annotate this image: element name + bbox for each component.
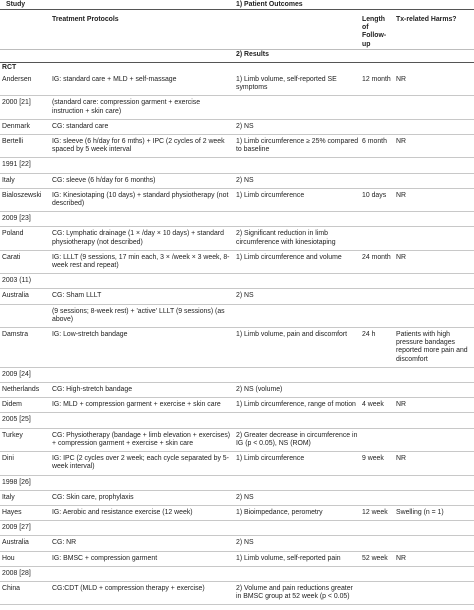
cell-protocol: IG: sleeve (6 h/day for 6 mths) + IPC (2 cycles of 2 week spaced by 5 week interval	[52, 135, 236, 158]
cell-protocol	[52, 413, 236, 428]
table-row	[0, 250, 474, 273]
cell-study: Dini	[0, 452, 52, 475]
cell-outcome	[236, 367, 362, 382]
cell-protocol	[52, 212, 236, 227]
cell-follow	[362, 227, 396, 250]
table-row	[0, 328, 474, 368]
table-row	[0, 73, 474, 96]
cell-protocol: IG: LLLT (9 sessions, 17 min each, 3 × /week × 3 week, 8-week rest and repeat)	[52, 250, 236, 273]
cell-harms	[396, 536, 474, 551]
cell-study: China	[0, 581, 52, 604]
cell-harms: NR	[396, 452, 474, 475]
cell-follow	[362, 158, 396, 173]
cell-outcome: 1) Limb circumference	[236, 452, 362, 475]
cell-harms: NR	[396, 73, 474, 96]
cell-follow	[362, 212, 396, 227]
cell-protocol: IG: Kinesiotaping (10 days) + standard physiotherapy (not described)	[52, 188, 236, 211]
cell-harms: NR	[396, 250, 474, 273]
cell-study	[0, 304, 52, 327]
cell-outcome	[236, 413, 362, 428]
cell-follow	[362, 274, 396, 289]
cell-follow	[362, 304, 396, 327]
cell-study: Didem	[0, 398, 52, 413]
table-row	[0, 158, 474, 173]
cell-outcome: 1) Limb volume, self-reported SE symptoms	[236, 73, 362, 96]
cell-outcome: 2) NS	[236, 173, 362, 188]
cell-protocol: CG: Physiotherapy (bandage + limb elevation + exercises) + compression garment + exercise + skin care	[52, 428, 236, 451]
header-study: Study	[6, 1, 26, 8]
cell-harms	[396, 383, 474, 398]
cell-protocol: IG: BMSC + compression garment	[52, 551, 236, 566]
cell-follow: 4 week	[362, 398, 396, 413]
table-row	[0, 289, 474, 304]
table-body	[0, 73, 474, 610]
header-tx-related-harms: Tx-related Harms?	[396, 16, 457, 23]
cell-harms	[396, 521, 474, 536]
cell-study: Australia	[0, 536, 52, 551]
cell-outcome: 1) Limb circumference ≥ 25% compared to baseline	[236, 135, 362, 158]
cell-harms	[396, 212, 474, 227]
cell-protocol	[52, 158, 236, 173]
cell-harms	[396, 428, 474, 451]
cell-protocol: IG: Aerobic and resistance exercise (12 week)	[52, 505, 236, 520]
cell-follow: 24 h	[362, 328, 396, 368]
cell-outcome: 2) NS (volume)	[236, 383, 362, 398]
cell-follow: 9 week	[362, 452, 396, 475]
cell-study: 2003 (11)	[0, 274, 52, 289]
cell-protocol	[52, 367, 236, 382]
cell-follow	[362, 428, 396, 451]
section-label: RCT	[2, 64, 17, 71]
cell-harms: NR	[396, 398, 474, 413]
cell-harms	[396, 227, 474, 250]
cell-protocol: IG: standard care + MLD + self-massage	[52, 73, 236, 96]
cell-follow: 52 week	[362, 551, 396, 566]
cell-harms	[396, 581, 474, 604]
cell-follow	[362, 475, 396, 490]
cell-protocol: CG: Sham LLLT	[52, 289, 236, 304]
table-row	[0, 119, 474, 134]
cell-follow	[362, 383, 396, 398]
cell-harms: Swelling (n = 1)	[396, 505, 474, 520]
cell-harms: NR	[396, 188, 474, 211]
cell-follow	[362, 566, 396, 581]
table-row	[0, 490, 474, 505]
cell-outcome: 2) Significant reduction in limb circumference with kinesiotaping	[236, 227, 362, 250]
cell-study: Turkey	[0, 428, 52, 451]
cell-harms	[396, 96, 474, 119]
header-length-of-follow-up: Length of Follow-up	[362, 16, 387, 48]
cell-harms: NR	[396, 135, 474, 158]
cell-outcome: 1) Bioimpedance, perometry	[236, 505, 362, 520]
cell-outcome	[236, 304, 362, 327]
cell-study: 2009 [24]	[0, 367, 52, 382]
cell-follow: 10 days	[362, 188, 396, 211]
cell-outcome	[236, 274, 362, 289]
cell-harms	[396, 490, 474, 505]
cell-protocol	[52, 475, 236, 490]
cell-harms	[396, 566, 474, 581]
cell-study: Australia	[0, 289, 52, 304]
table-row	[0, 96, 474, 119]
table-row	[0, 274, 474, 289]
cell-outcome	[236, 212, 362, 227]
cell-outcome: 2) NS	[236, 289, 362, 304]
table-row	[0, 367, 474, 382]
cell-follow: 12 week	[362, 505, 396, 520]
cell-protocol: CG: standard care	[52, 119, 236, 134]
cell-follow	[362, 96, 396, 119]
cell-follow	[362, 490, 396, 505]
cell-follow	[362, 119, 396, 134]
results-table	[0, 73, 474, 605]
cell-protocol: CG: NR	[52, 536, 236, 551]
cell-outcome	[236, 96, 362, 119]
cell-protocol: IG: IPC (2 cycles over 2 week; each cycle separated by 5-week interval)	[52, 452, 236, 475]
cell-protocol: CG:CDT (MLD + compression therapy + exercise)	[52, 581, 236, 604]
cell-study: Bertelli	[0, 135, 52, 158]
cell-study: 2005 [25]	[0, 413, 52, 428]
cell-protocol: IG: Low-stretch bandage	[52, 328, 236, 368]
cell-follow: 12 month	[362, 73, 396, 96]
cell-protocol	[52, 566, 236, 581]
cell-outcome: 2) NS	[236, 536, 362, 551]
table-row	[0, 566, 474, 581]
cell-harms	[396, 274, 474, 289]
table-row	[0, 383, 474, 398]
cell-follow	[362, 289, 396, 304]
table-row	[0, 428, 474, 451]
cell-protocol: (standard care: compression garment + exercise instruction + skin care)	[52, 96, 236, 119]
cell-study: Hayes	[0, 505, 52, 520]
table-row	[0, 475, 474, 490]
cell-follow	[362, 521, 396, 536]
cell-study: Italy	[0, 173, 52, 188]
table-row	[0, 413, 474, 428]
cell-protocol	[52, 521, 236, 536]
table-row	[0, 581, 474, 604]
cell-protocol	[52, 274, 236, 289]
cell-follow: 6 month	[362, 135, 396, 158]
cell-harms	[396, 119, 474, 134]
cell-follow	[362, 367, 396, 382]
header-rule-top	[0, 9, 474, 10]
cell-outcome	[236, 158, 362, 173]
header-treatment-protocols: Treatment Protocols	[52, 16, 119, 23]
cell-study: Denmark	[0, 119, 52, 134]
cell-protocol: CG: sleeve (6 h/day for 6 months)	[52, 173, 236, 188]
cell-harms: Patients with high pressure bandages reported more pain and discomfort	[396, 328, 474, 368]
table-row	[0, 135, 474, 158]
cell-study: 2008 [28]	[0, 566, 52, 581]
cell-harms	[396, 413, 474, 428]
cell-study: Bialoszewski	[0, 188, 52, 211]
cell-harms	[396, 289, 474, 304]
cell-outcome	[236, 521, 362, 536]
cell-study: Poland	[0, 227, 52, 250]
cell-outcome: 1) Limb volume, pain and discomfort	[236, 328, 362, 368]
cell-study: Andersen	[0, 73, 52, 96]
cell-protocol: CG: High-stretch bandage	[52, 383, 236, 398]
table-row	[0, 188, 474, 211]
cell-study: Hou	[0, 551, 52, 566]
header-rule-mid	[0, 49, 474, 50]
cell-follow	[362, 581, 396, 604]
table-row	[0, 452, 474, 475]
cell-outcome: 2) NS	[236, 490, 362, 505]
cell-outcome	[236, 566, 362, 581]
cell-study: Italy	[0, 490, 52, 505]
cell-study: Netherlands	[0, 383, 52, 398]
cell-outcome: 2) NS	[236, 119, 362, 134]
cell-study: Carati	[0, 250, 52, 273]
cell-harms: NR	[396, 551, 474, 566]
table-row	[0, 173, 474, 188]
header-rule-bottom	[0, 62, 474, 63]
table-row	[0, 536, 474, 551]
cell-follow	[362, 173, 396, 188]
cell-follow: 24 month	[362, 250, 396, 273]
cell-protocol: IG: MLD + compression garment + exercise + skin care	[52, 398, 236, 413]
cell-harms	[396, 304, 474, 327]
cell-outcome: 2) Volume and pain reductions greater in BMSC group at 52 week (p < 0.05)	[236, 581, 362, 604]
header-patient-outcomes: 1) Patient Outcomes	[236, 1, 303, 8]
table-header	[0, 0, 474, 48]
cell-harms	[396, 475, 474, 490]
cell-outcome: 1) Limb circumference	[236, 188, 362, 211]
cell-study: 1998 [26]	[0, 475, 52, 490]
cell-study: 2000 [21]	[0, 96, 52, 119]
table-row	[0, 304, 474, 327]
header-results: 2) Results	[236, 51, 269, 58]
table-row	[0, 398, 474, 413]
cell-outcome: 1) Limb circumference and volume	[236, 250, 362, 273]
cell-harms	[396, 173, 474, 188]
cell-study: 1991 [22]	[0, 158, 52, 173]
cell-protocol: CG: Lymphatic drainage (1 × /day × 10 days) + standard physiotherapy (not described)	[52, 227, 236, 250]
cell-study: 2009 [23]	[0, 212, 52, 227]
cell-harms	[396, 158, 474, 173]
cell-harms	[396, 367, 474, 382]
table-row	[0, 521, 474, 536]
cell-study: 2009 [27]	[0, 521, 52, 536]
cell-outcome: 2) Greater decrease in circumference in IG (p < 0.05), NS (ROM)	[236, 428, 362, 451]
cell-outcome	[236, 475, 362, 490]
cell-protocol: (9 sessions; 8-week rest) + 'active' LLLT (9 sessions) (as above)	[52, 304, 236, 327]
table-row	[0, 551, 474, 566]
cell-outcome: 1) Limb circumference, range of motion	[236, 398, 362, 413]
cell-follow	[362, 413, 396, 428]
cell-follow	[362, 536, 396, 551]
cell-outcome: 1) Limb volume, self-reported pain	[236, 551, 362, 566]
cell-study: Damstra	[0, 328, 52, 368]
table-row	[0, 505, 474, 520]
cell-protocol: CG: Skin care, prophylaxis	[52, 490, 236, 505]
table-row	[0, 212, 474, 227]
table-row	[0, 227, 474, 250]
